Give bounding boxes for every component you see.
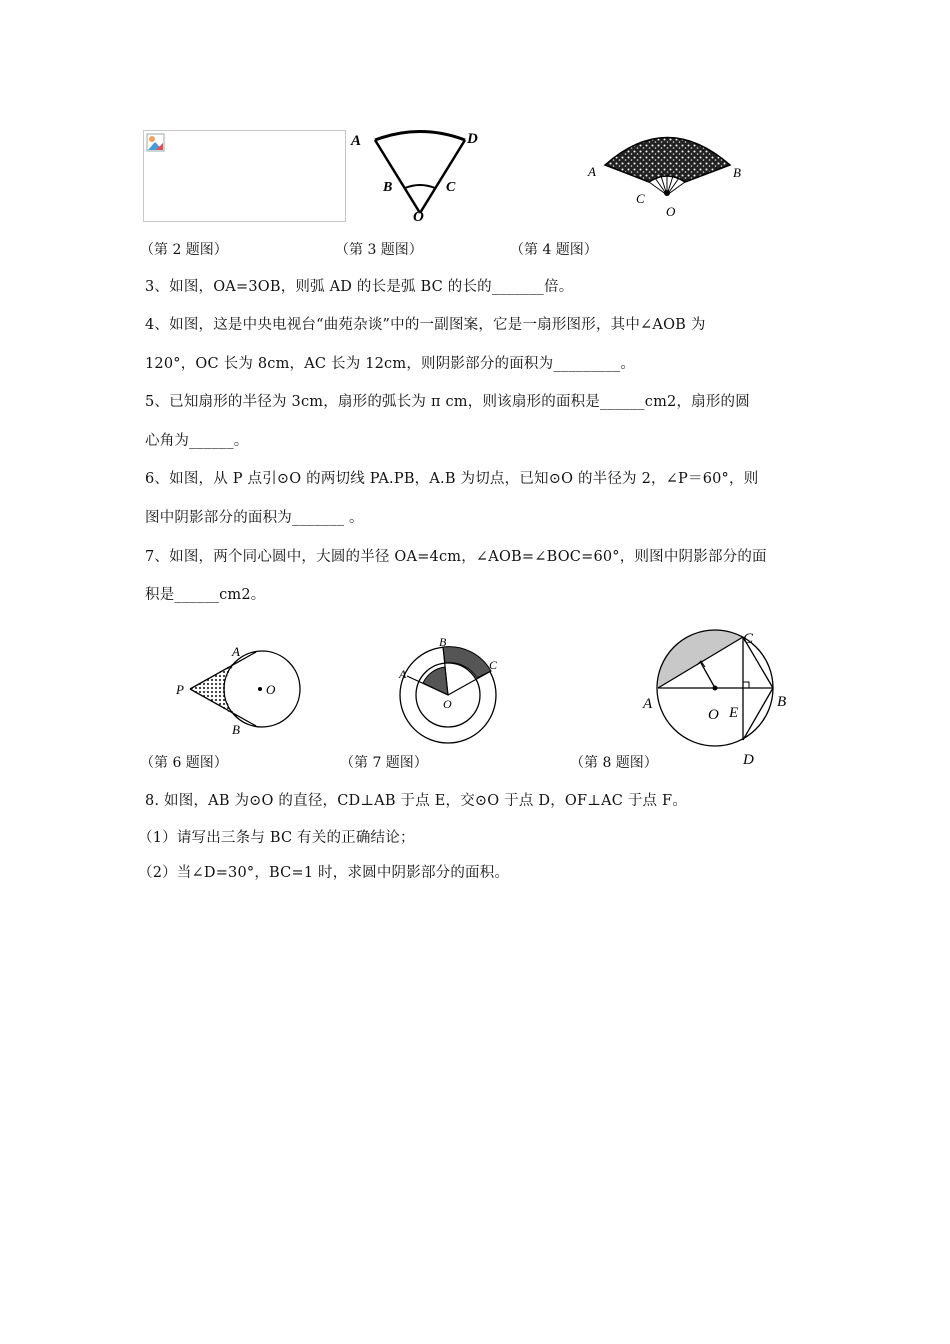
fig6-label-O: O bbox=[266, 682, 276, 697]
figure-8-circle bbox=[635, 625, 800, 770]
fig7-label-O: O bbox=[443, 697, 452, 711]
figure-3-sector bbox=[345, 125, 495, 225]
caption-figure-8: （第 8 题图） bbox=[570, 755, 658, 771]
fig6-label-B: B bbox=[232, 722, 240, 737]
caption-figure-7: （第 7 题图） bbox=[340, 755, 428, 771]
fig8-label-O: O bbox=[708, 707, 719, 723]
question-6-line-1: 6、如图，从 P 点引⊙O 的两切线 PA.PB，A.B 为切点，已知⊙O 的半径为 2，∠P＝60°，则 bbox=[145, 471, 759, 487]
question-5-line-2: 心角为______。 bbox=[145, 433, 249, 449]
question-3-line-1: 3、如图，OA=3OB，则弧 AD 的长是弧 BC 的长的_______倍。 bbox=[145, 279, 574, 295]
fig3-label-D: D bbox=[467, 131, 478, 147]
fig6-label-A: A bbox=[232, 644, 240, 659]
caption-figure-4: （第 4 题图） bbox=[510, 242, 598, 258]
fig4-label-B: B bbox=[733, 165, 741, 180]
fig4-label-O: O bbox=[666, 204, 676, 219]
fig6-label-P: P bbox=[176, 682, 184, 697]
question-5-line-1: 5、已知扇形的半径为 3cm，扇形的弧长为 π cm，则该扇形的面积是______cm2，扇形的圆 bbox=[145, 394, 750, 410]
caption-figure-2: （第 2 题图） bbox=[140, 242, 228, 258]
fig4-label-A: A bbox=[588, 164, 596, 179]
fig8-label-E: E bbox=[729, 705, 739, 721]
fig3-label-C: C bbox=[446, 180, 456, 195]
question-8-part-1: （1）请写出三条与 BC 有关的正确结论； bbox=[138, 830, 415, 846]
figure-6-tangents bbox=[170, 638, 310, 743]
question-4-line-2: 120°，OC 长为 8cm，AC 长为 12cm，则阴影部分的面积为_________。 bbox=[145, 356, 636, 372]
caption-figure-3: （第 3 题图） bbox=[335, 242, 423, 258]
fig3-label-A: A bbox=[351, 133, 362, 149]
fig8-label-C: C bbox=[743, 631, 754, 647]
figure-4-fan bbox=[585, 120, 760, 225]
figure-7-concentric bbox=[393, 633, 513, 748]
question-8-part-2: （2）当∠D=30°，BC=1 时，求圆中阴影部分的面积。 bbox=[138, 865, 510, 881]
question-8-stem: 8. 如图，AB 为⊙O 的直径，CD⊥AB 于点 E，交⊙O 于点 D，OF⊥AC 于点 F。 bbox=[145, 793, 688, 809]
fig7-label-A: A bbox=[399, 667, 407, 681]
caption-figure-6: （第 6 题图） bbox=[140, 755, 228, 771]
fig3-label-B: B bbox=[383, 180, 393, 195]
question-7-line-2: 积是______cm2。 bbox=[145, 587, 266, 603]
fig3-label-O: O bbox=[413, 209, 424, 225]
fig8-label-A: A bbox=[643, 696, 653, 712]
fig8-label-B: B bbox=[777, 694, 787, 710]
fig4-label-C: C bbox=[636, 191, 645, 206]
broken-image-icon bbox=[146, 133, 166, 153]
fig8-label-D: D bbox=[743, 752, 754, 768]
figure-2-broken-image bbox=[143, 130, 346, 222]
question-4-line-1: 4、如图，这是中央电视台“曲苑杂谈”中的一副图案，它是一扇形图形，其中∠AOB 为 bbox=[145, 317, 706, 333]
fig7-label-B: B bbox=[439, 635, 447, 649]
fig7-label-C: C bbox=[489, 658, 498, 672]
question-7-line-1: 7、如图，两个同心圆中，大圆的半径 OA=4cm，∠AOB=∠BOC=60°，则图中阴影部分的面 bbox=[145, 549, 767, 565]
question-6-line-2: 图中阴影部分的面积为_______ 。 bbox=[145, 510, 364, 526]
